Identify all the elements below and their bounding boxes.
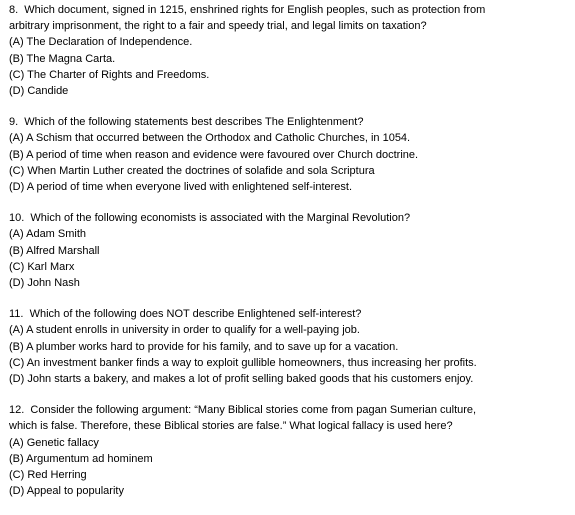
- answer-option-a: (A) A Schism that occurred between the Orthodox and Catholic Churches, in 1054.: [9, 132, 411, 145]
- stem-line: 12. Consider the following argument: “Many Biblical stories come from pagan Sumerian culture,: [9, 404, 477, 417]
- stem-line: arbitrary imprisonment, the right to a fair and speedy trial, and legal limits on taxation?: [9, 20, 427, 33]
- question-stem: [9, 306, 569, 322]
- answer-option-d: (D) John starts a bakery, and makes a lot of profit selling baked goods that his customers enjoy.: [9, 373, 474, 386]
- answer-option-b: (B) Argumentum ad hominem: [9, 452, 153, 465]
- answer-option-b: (B) Alfred Marshall: [9, 244, 100, 257]
- question-stem: [9, 210, 569, 226]
- answer-option-c: (C) The Charter of Rights and Freedoms.: [9, 68, 210, 81]
- quiz-document: [9, 2, 569, 514]
- question-8: [9, 2, 569, 99]
- stem-line: 8. Which document, signed in 1215, enshrined rights for English peoples, such as protection from: [9, 4, 486, 16]
- answer-option-d: (D) A period of time when everyone lived with enlightened self-interest.: [9, 181, 353, 194]
- answer-option-d: (D) Appeal to popularity: [9, 485, 124, 498]
- answer-option-a: (A) The Declaration of Independence.: [9, 36, 193, 49]
- question-stem: [9, 114, 569, 130]
- answer-option-a: (A) Adam Smith: [9, 228, 87, 241]
- question-stem: [9, 2, 569, 34]
- answer-option-c: (C) Red Herring: [9, 469, 87, 482]
- question-9: [9, 114, 569, 195]
- question-12: [9, 402, 569, 499]
- question-11: [9, 306, 569, 387]
- answer-option-c: (C) When Martin Luther created the doctrines of solafide and sola Scriptura: [9, 164, 375, 177]
- answer-option-b: (B) The Magna Carta.: [9, 52, 116, 65]
- answer-option-b: (B) A plumber works hard to provide for his family, and to save up for a vacation.: [9, 340, 399, 353]
- question-stem: [9, 402, 569, 434]
- answer-option-d: (D) John Nash: [9, 277, 80, 290]
- stem-line: which is false. Therefore, these Biblical stories are false.” What logical fallacy is used here?: [9, 420, 453, 433]
- answer-option-b: (B) A period of time when reason and evidence were favoured over Church doctrine.: [9, 148, 419, 161]
- stem-line: 11. Which of the following does NOT describe Enlightened self-interest?: [9, 308, 362, 321]
- stem-line: 10. Which of the following economists is associated with the Marginal Revolution?: [9, 212, 411, 225]
- answer-option-c: (C) An investment banker finds a way to exploit gullible homeowners, thus increasing her profits.: [9, 356, 477, 369]
- stem-line: 9. Which of the following statements best describes The Enlightenment?: [9, 116, 364, 129]
- answer-option-a: (A) A student enrolls in university in order to qualify for a well-paying job.: [9, 324, 360, 337]
- answer-option-c: (C) Karl Marx: [9, 260, 75, 273]
- answer-option-a: (A) Genetic fallacy: [9, 436, 99, 449]
- question-10: [9, 210, 569, 291]
- answer-option-d: (D) Candide: [9, 85, 69, 98]
